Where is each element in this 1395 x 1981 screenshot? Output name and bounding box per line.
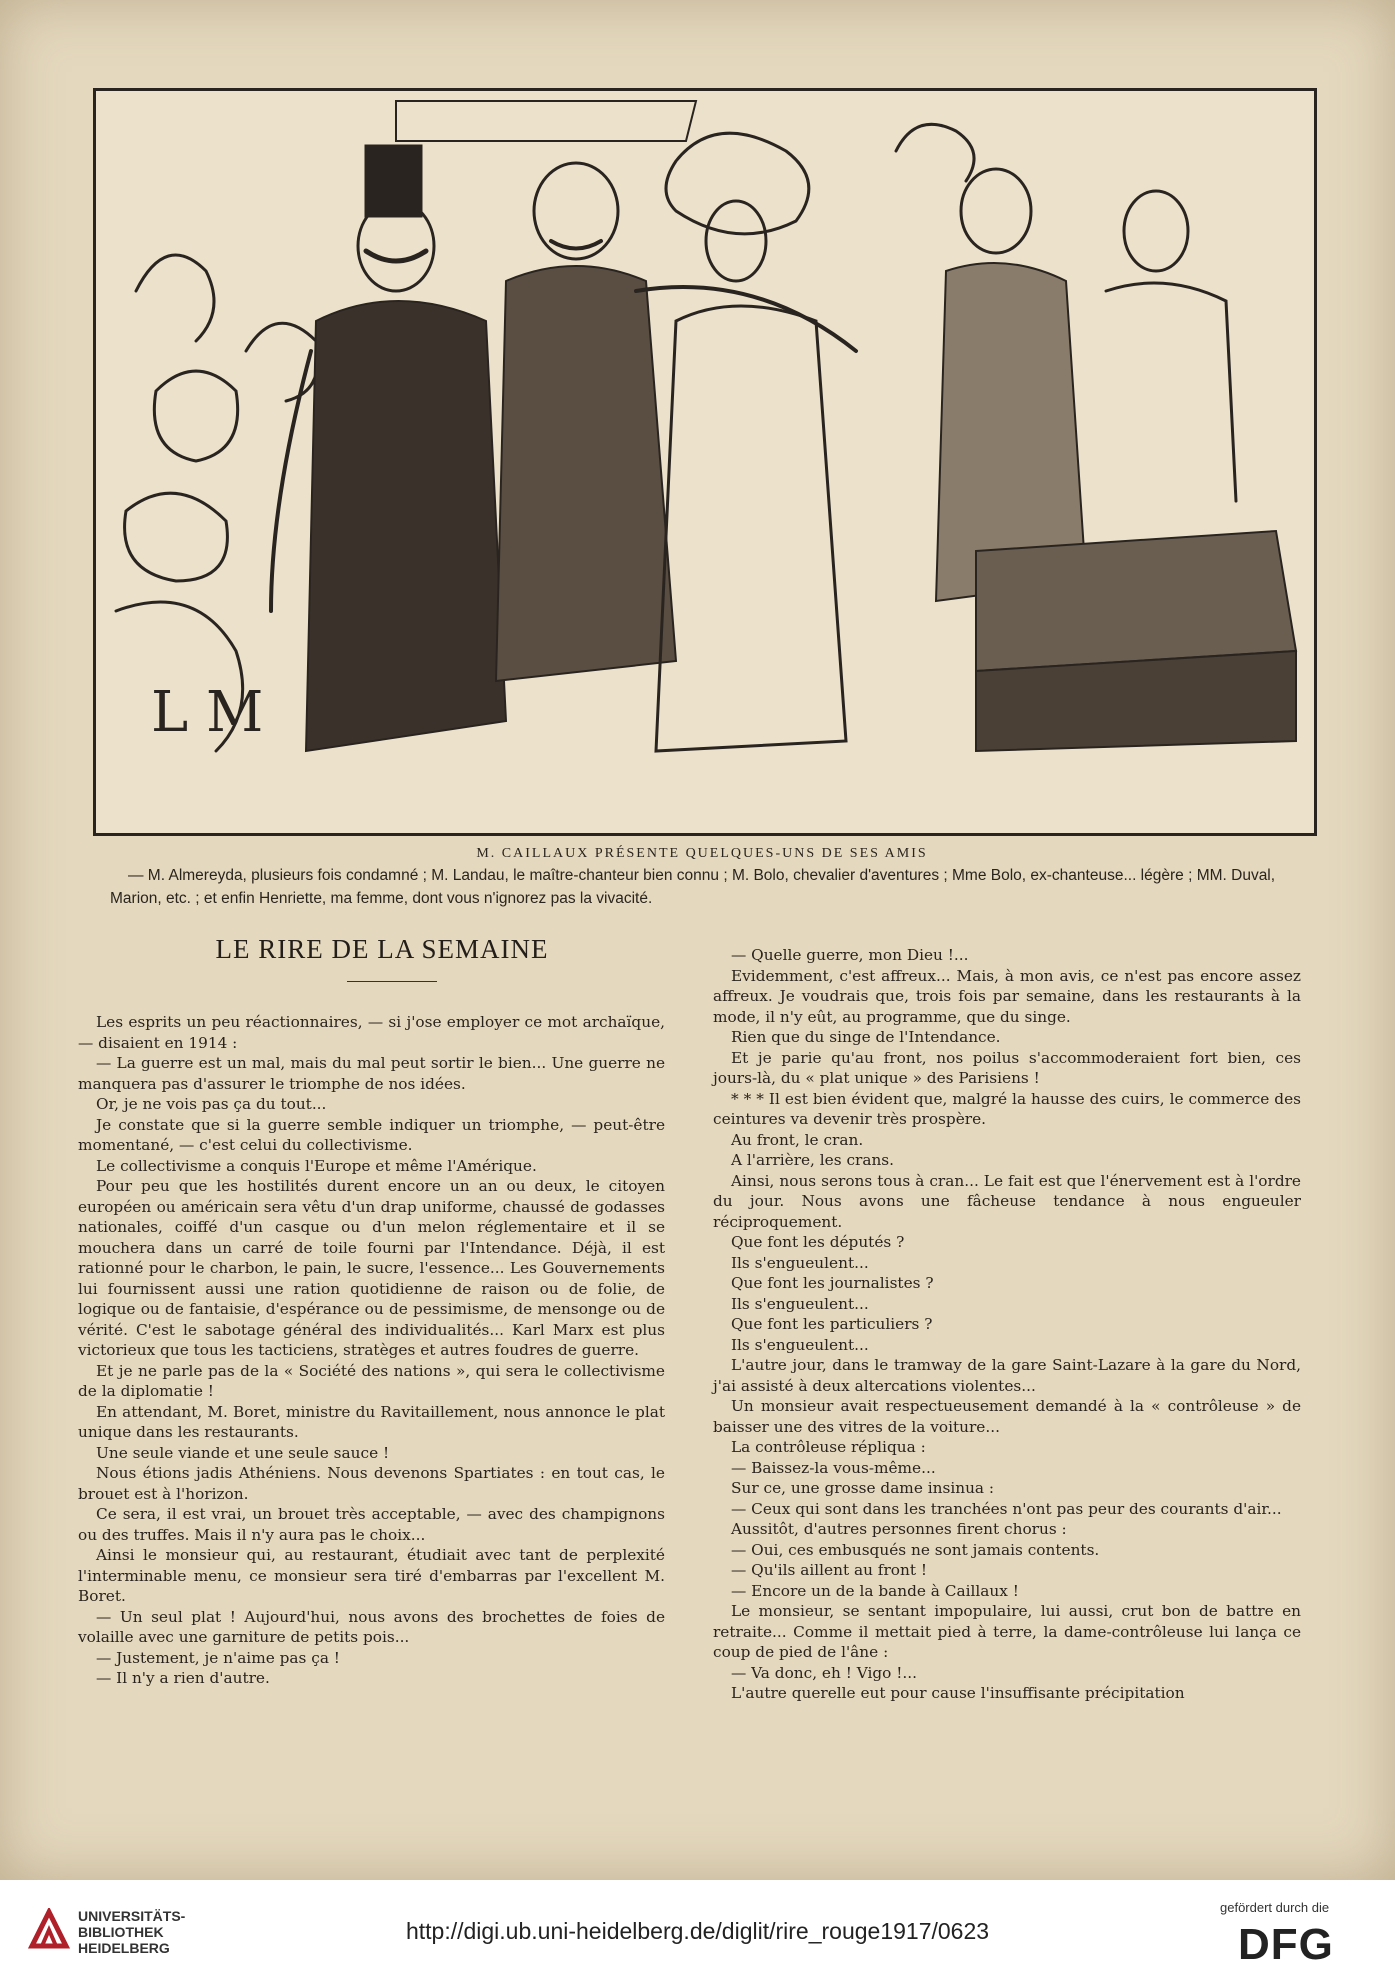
article-paragraph: Un monsieur avait respectueusement demandé à la « contrôleuse » de baisser une des vitres de la voiture... bbox=[713, 1397, 1301, 1436]
article-paragraph: — Quelle guerre, mon Dieu !... bbox=[731, 946, 969, 964]
logo-line-3: HEIDELBERG bbox=[78, 1940, 170, 1956]
article-paragraph: La contrôleuse répliqua : bbox=[731, 1438, 926, 1456]
article-paragraph: L'autre jour, dans le tramway de la gare Saint-Lazare à la gare du Nord, j'ai assisté à deux altercations violentes... bbox=[713, 1356, 1301, 1395]
article-paragraph: Ainsi, nous serons tous à cran... Le fait est que l'énervement est à l'ordre du jour. Nous avons une fâcheuse tendance à nous engueuler réciproquement. bbox=[713, 1171, 1301, 1231]
article-paragraph: Au front, le cran. bbox=[731, 1130, 864, 1149]
caricature-illustration bbox=[93, 88, 1317, 836]
article-column-right bbox=[713, 945, 1301, 1704]
article-paragraph: * * * Il est bien évident que, malgré la hausse des cuirs, le commerce des ceintures va devenir très prospère. bbox=[713, 1089, 1301, 1128]
article-paragraph: Et je parie qu'au front, nos poilus s'accommoderaient fort bien, ces jours-là, du « plat unique » des Parisiens ! bbox=[713, 1048, 1301, 1087]
article-paragraph: Or, je ne vois pas ça du tout... bbox=[96, 1095, 327, 1113]
article-title: LE RIRE DE LA SEMAINE bbox=[215, 934, 549, 964]
article-paragraph: Que font les journalistes ? bbox=[731, 1274, 934, 1292]
article-paragraph: Que font les particuliers ? bbox=[731, 1315, 933, 1333]
article-paragraph: Les esprits un peu réactionnaires, — si j'ose employer ce mot archaïque, — disaient en 1914 : bbox=[78, 1013, 665, 1052]
permalink-url[interactable]: http://digi.ub.uni-heidelberg.de/diglit/rire_rouge1917/0623 bbox=[405, 1918, 990, 1944]
title-ornament bbox=[347, 981, 437, 982]
article-paragraph: Que font les députés ? bbox=[731, 1233, 905, 1251]
article-paragraph: Ils s'engueulent... bbox=[731, 1253, 869, 1272]
article-paragraph: — La guerre est un mal, mais du mal peut sortir le bien... Une guerre ne manquera pas d'assurer le triomphe de nos idées. bbox=[78, 1054, 665, 1093]
article-paragraph: — Oui, ces embusqués ne sont jamais contents. bbox=[731, 1540, 1100, 1559]
caricature-drawing bbox=[96, 91, 1314, 833]
article-paragraph: Sur ce, une grosse dame insinua : bbox=[731, 1479, 995, 1497]
article-paragraph: — Va donc, eh ! Vigo !... bbox=[731, 1663, 917, 1682]
article-paragraph: — Qu'ils aillent au front ! bbox=[731, 1561, 927, 1579]
article-paragraph: L'autre querelle eut pour cause l'insuffisante précipitation bbox=[731, 1684, 1185, 1702]
article-paragraph: Ce sera, il est vrai, un brouet très acceptable, — avec des champignons ou des truffes. Mais il n'y aura pas le choix... bbox=[78, 1505, 665, 1544]
article-paragraph: Evidemment, c'est affreux... Mais, à mon avis, ce n'est pas encore assez affreux. Je voudrais que, trois fois par semaine, dans les restaurants à la mode, il n'y eût, au programme, que du singe. bbox=[713, 966, 1301, 1026]
article-paragraph: Je constate que si la guerre semble indiquer un triomphe, — peut-être momentané, — c'est celui du collectivisme. bbox=[78, 1115, 665, 1154]
article-paragraph: — Ceux qui sont dans les tranchées n'ont pas peur des courants d'air... bbox=[731, 1499, 1282, 1518]
article-column-left bbox=[78, 1012, 665, 1689]
article-paragraph: Ainsi le monsieur qui, au restaurant, étudiait avec tant de perplexité l'interminable menu, ce monsieur sera tiré d'embarras par l'excellent M. Boret. bbox=[78, 1546, 665, 1605]
article-paragraph: Le collectivisme a conquis l'Europe et même l'Amérique. bbox=[96, 1156, 537, 1175]
caption-title: M. CAILLAUX PRÉSENTE QUELQUES-UNS DE SES AMIS bbox=[476, 846, 928, 861]
university-library-name bbox=[78, 1908, 185, 1956]
article-paragraph: — Baissez-la vous-même... bbox=[731, 1458, 936, 1477]
caption-text: — M. Almereyda, plusieurs fois condamné ; M. Landau, le maître-chanteur bien connu ; M. Bolo, chevalier d'aventures ; Mme Bolo, ex-chanteuse... légère ; MM. Duval, Marion, etc. ; et enfin Henriette, ma femme, dont vous n'ignorez pas la vivacité. bbox=[110, 867, 1276, 907]
digitization-footer bbox=[0, 1880, 1395, 1981]
article-paragraph: Le monsieur, se sentant impopulaire, lui aussi, crut bon de battre en retraite... Comme il mettait pied à terre, la dame-contrôleuse lui lança ce coup de pied de l'âne : bbox=[713, 1602, 1301, 1661]
article-paragraph: — Un seul plat ! Aujourd'hui, nous avons des brochettes de foies de volaille avec une garniture de petits pois... bbox=[78, 1607, 665, 1646]
article-paragraph: En attendant, M. Boret, ministre du Ravitaillement, nous annonce le plat unique dans les restaurants. bbox=[78, 1402, 665, 1441]
article-paragraph: Et je ne parle pas de la « Société des nations », qui sera le collectivisme de la diplomatie ! bbox=[78, 1361, 665, 1400]
article-paragraph: Rien que du singe de l'Intendance. bbox=[731, 1028, 1001, 1046]
article-paragraph: A l'arrière, les crans. bbox=[731, 1151, 895, 1169]
logo-line-2: BIBLIOTHEK bbox=[78, 1924, 164, 1940]
article-paragraph: Une seule viande et une seule sauce ! bbox=[96, 1443, 390, 1462]
article-paragraph: Pour peu que les hostilités durent encore un an ou deux, le citoyen européen ou américain sera vêtu d'un drap uniforme, chaussé de godasses nationales, coiffé d'un casque ou d'un melon réglementaire et il se mouchera dans un carré de toile fourni par l'Intendance. Déjà, il est rationné pour le charbon, le pain, le sucre, l'essence... Les Gouvernements lui fournissent aussi une ration quotidienne de raison ou de folie, de logique ou de fantaisie, d'espérance ou de pessimisme, de mensonge ou de vérité. C'est le sabotage général des individualités... Karl Marx est plus victorieux que tous les tacticiens, stratèges et autres foudres de guerre. bbox=[78, 1177, 665, 1359]
university-library-logo-icon bbox=[28, 1908, 70, 1950]
dfg-logo: DFG bbox=[1238, 1920, 1334, 1969]
article-paragraph: Ils s'engueulent... bbox=[731, 1294, 869, 1313]
artist-signature: L M bbox=[151, 680, 264, 745]
article-paragraph: Nous étions jadis Athéniens. Nous devenons Spartiates : en tout cas, le brouet est à l'horizon. bbox=[78, 1464, 665, 1503]
article-paragraph: — Encore un de la bande à Caillaux ! bbox=[731, 1581, 1019, 1600]
article-paragraph: Aussitôt, d'autres personnes firent chorus : bbox=[731, 1520, 1067, 1538]
logo-line-1: UNIVERSITÄTS- bbox=[78, 1908, 186, 1924]
article-paragraph: — Il n'y a rien d'autre. bbox=[96, 1669, 270, 1687]
article-paragraph: Ils s'engueulent... bbox=[731, 1335, 869, 1354]
article-paragraph: — Justement, je n'aime pas ça ! bbox=[96, 1648, 340, 1667]
sponsor-label: gefördert durch die bbox=[1220, 1900, 1330, 1915]
